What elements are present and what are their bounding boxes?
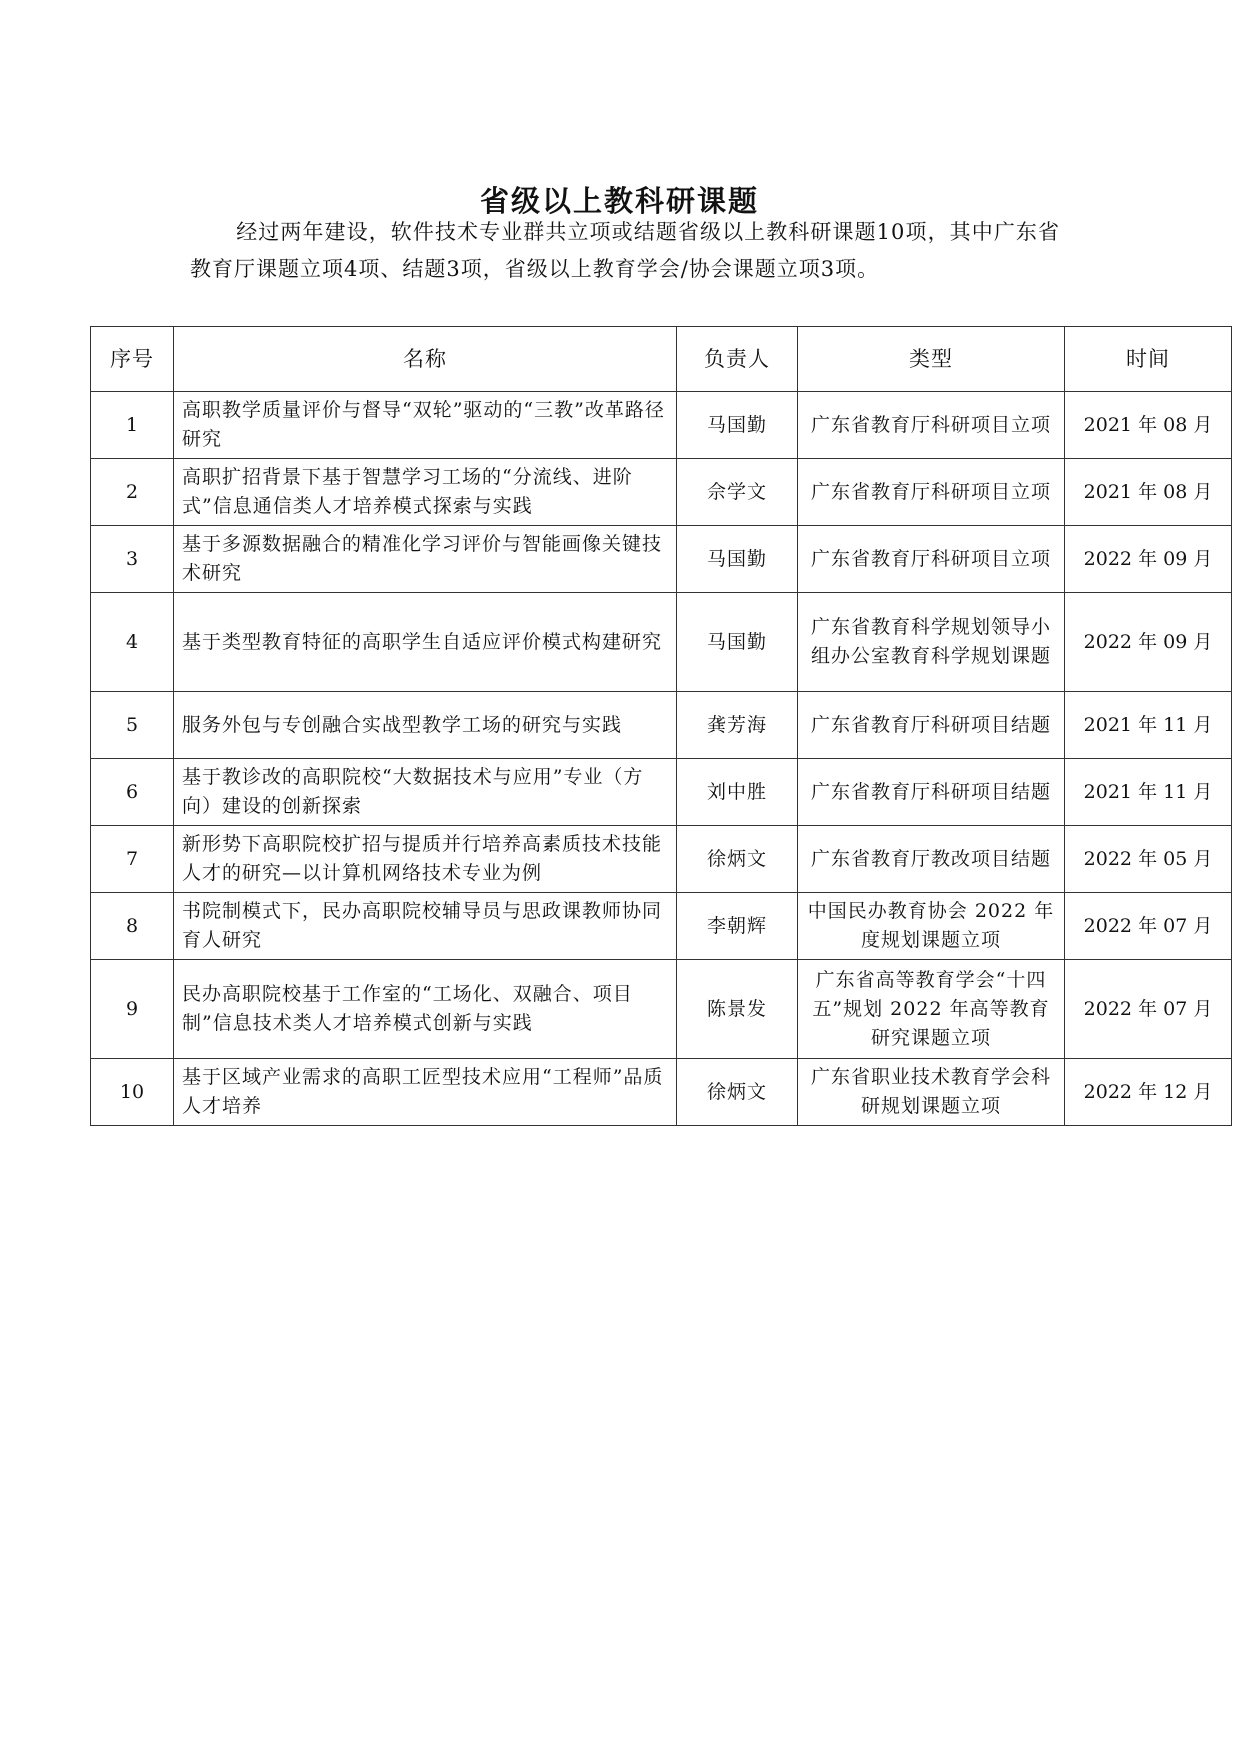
table-row	[91, 960, 1232, 1059]
table-row	[91, 1059, 1232, 1126]
table-row	[91, 692, 1232, 759]
row-name: 基于区域产业需求的高职工匠型技术应用“工程师”品质人才培养	[174, 1059, 677, 1126]
row-no: 10	[91, 1059, 174, 1126]
header-date: 时间	[1065, 327, 1232, 392]
row-name: 基于教诊改的高职院校“大数据技术与应用”专业（方向）建设的创新探索	[174, 759, 677, 826]
row-leader: 龚芳海	[677, 692, 798, 759]
row-leader: 李朝辉	[677, 893, 798, 960]
row-no: 3	[91, 526, 174, 593]
row-name: 书院制模式下，民办高职院校辅导员与思政课教师协同育人研究	[174, 893, 677, 960]
row-date: 2022 年 05 月	[1065, 826, 1232, 893]
row-type: 广东省教育厅教改项目结题	[798, 826, 1065, 893]
row-type: 广东省职业技术教育学会科研规划课题立项	[798, 1059, 1065, 1126]
row-date: 2022 年 12 月	[1065, 1059, 1232, 1126]
row-date: 2022 年 07 月	[1065, 893, 1232, 960]
row-no: 1	[91, 392, 174, 459]
table-row	[91, 392, 1232, 459]
row-type: 广东省高等教育学会“十四五”规划 2022 年高等教育研究课题立项	[798, 960, 1065, 1059]
table-row	[91, 759, 1232, 826]
header-name: 名称	[174, 327, 677, 392]
row-name: 民办高职院校基于工作室的“工场化、双融合、项目制”信息技术类人才培养模式创新与实践	[174, 960, 677, 1059]
row-leader: 徐炳文	[677, 1059, 798, 1126]
intro-text: 经过两年建设，软件技术专业群共立项或结题省级以上教科研课题10项，其中广东省教育厅课题立项4项、结题3项，省级以上教育学会/协会课题立项3项。	[190, 220, 1060, 281]
row-type: 广东省教育厅科研项目结题	[798, 692, 1065, 759]
row-no: 7	[91, 826, 174, 893]
row-date: 2021 年 08 月	[1065, 392, 1232, 459]
row-no: 9	[91, 960, 174, 1059]
row-date: 2021 年 08 月	[1065, 459, 1232, 526]
table-row	[91, 826, 1232, 893]
row-leader: 马国勤	[677, 526, 798, 593]
row-leader: 陈景发	[677, 960, 798, 1059]
row-leader: 佘学文	[677, 459, 798, 526]
row-no: 2	[91, 459, 174, 526]
row-name: 服务外包与专创融合实战型教学工场的研究与实践	[174, 692, 677, 759]
table-header-row	[91, 327, 1232, 392]
row-date: 2022 年 09 月	[1065, 526, 1232, 593]
table-row	[91, 459, 1232, 526]
page-title: 省级以上教科研课题	[479, 184, 759, 219]
row-type: 广东省教育厅科研项目结题	[798, 759, 1065, 826]
row-leader: 马国勤	[677, 392, 798, 459]
row-date: 2021 年 11 月	[1065, 692, 1232, 759]
row-no: 6	[91, 759, 174, 826]
row-type: 广东省教育科学规划领导小组办公室教育科学规划课题	[798, 593, 1065, 692]
header-type: 类型	[798, 327, 1065, 392]
row-type: 广东省教育厅科研项目立项	[798, 526, 1065, 593]
row-date: 2022 年 09 月	[1065, 593, 1232, 692]
row-no: 4	[91, 593, 174, 692]
row-no: 8	[91, 893, 174, 960]
row-name: 基于类型教育特征的高职学生自适应评价模式构建研究	[174, 593, 677, 692]
row-type: 广东省教育厅科研项目立项	[798, 459, 1065, 526]
row-name: 高职扩招背景下基于智慧学习工场的“分流线、进阶式”信息通信类人才培养模式探索与实践	[174, 459, 677, 526]
row-date: 2021 年 11 月	[1065, 759, 1232, 826]
row-name: 高职教学质量评价与督导“双轮”驱动的“三教”改革路径研究	[174, 392, 677, 459]
header-leader: 负责人	[677, 327, 798, 392]
intro-paragraph	[190, 214, 1060, 288]
row-name: 基于多源数据融合的精准化学习评价与智能画像关键技术研究	[174, 526, 677, 593]
table-row	[91, 893, 1232, 960]
row-date: 2022 年 07 月	[1065, 960, 1232, 1059]
row-leader: 刘中胜	[677, 759, 798, 826]
row-type: 中国民办教育协会 2022 年度规划课题立项	[798, 893, 1065, 960]
row-leader: 徐炳文	[677, 826, 798, 893]
row-type: 广东省教育厅科研项目立项	[798, 392, 1065, 459]
table-row	[91, 526, 1232, 593]
header-no: 序号	[91, 327, 174, 392]
row-no: 5	[91, 692, 174, 759]
table-row	[91, 593, 1232, 692]
row-name: 新形势下高职院校扩招与提质并行培养高素质技术技能人才的研究—以计算机网络技术专业为例	[174, 826, 677, 893]
row-leader: 马国勤	[677, 593, 798, 692]
projects-table	[90, 326, 1232, 1126]
